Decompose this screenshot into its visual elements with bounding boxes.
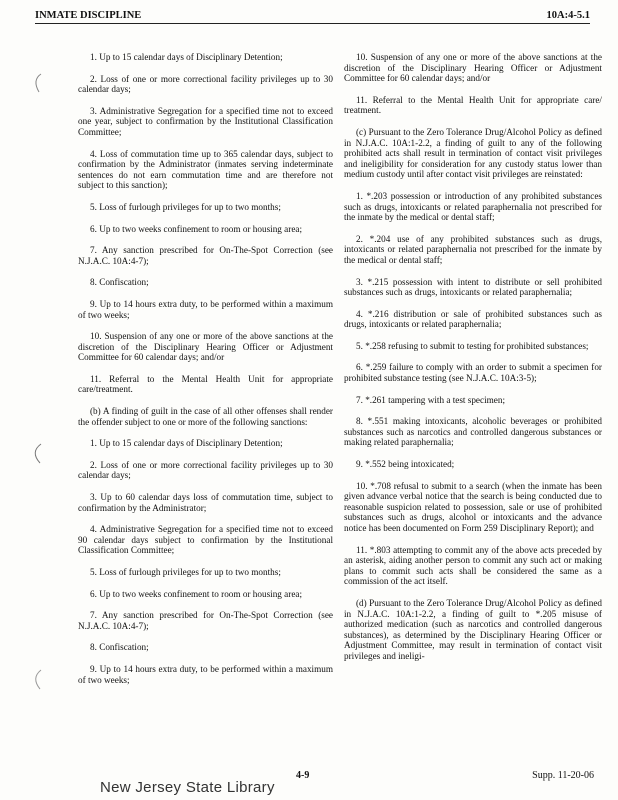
paragraph: 1. Up to 15 calendar days of Disciplinary Detention; [90,438,283,449]
paragraph: 4. Administrative Segregation for a specified time not to exceed 90 calendar days subject to confirmation by the Institutional Classification Committee; [78,524,333,556]
paragraph: 9. *.552 being intoxicated; [356,459,455,470]
paragraph: 7. *.261 tampering with a test specimen; [356,394,506,405]
paragraph: 1. *.203 possession or introduction of any prohibited substances such as drugs, intoxicants or related paraphernalia not prescribed for the inmate by the medical or dental staff; [344,190,602,223]
paragraph: 3. Administrative Segregation for a specified time not to exceed one year, subject to confirmation by the Institutional Classification Committee; [78,105,333,137]
paragraph: 10. *.708 refusal to submit to a search (when the inmate has been given advance verbal notice that the search is being conducted due to reasonable suspicion related to possession, sale or use of prohibited substances such as drugs, alcohol or intoxicants and the advance notice has been documented on Form 259 Disciplinary Report); and [344,480,602,533]
paragraph: 6. *.259 failure to comply with an order to submit a specimen for prohibited substance testing (see N.J.A.C. 10A:3-5); [344,362,602,384]
page-number: 4-9 [296,770,310,781]
paragraph: (b) A finding of guilt in the case of all other offenses shall render the offender subject to one or more of the following sanctions: [78,406,333,427]
header-title: INMATE DISCIPLINE [35,10,142,21]
paragraph: 8. Confiscation; [90,277,149,288]
paragraph: 11. Referral to the Mental Health Unit for appropriate care/ treatment. [344,94,602,116]
punch-hole-mark-top [26,70,46,96]
paragraph: 5. Loss of furlough privileges for up to two months; [90,201,281,212]
paragraph: 6. Up to two weeks confinement to room or housing area; [90,588,303,599]
paragraph: 8. Confiscation; [90,642,149,653]
punch-hole-mark-bottom [26,666,46,692]
paragraph: 3. *.215 possession with intent to distribute or sell prohibited substances such as drugs, intoxicants or related paraphernalia; [344,276,602,298]
paragraph: 8. *.551 making intoxicants, alcoholic beverages or prohibited substances such as narcotics and controlled dangerous substances or making related paraphernalia; [344,416,602,448]
paragraph: 4. Loss of commutation time up to 365 calendar days, subject to confirmation by the Administrator (inmates serving indeterminate sentences do not earn commutation time and are therefore not subject to this sanction); [78,148,333,191]
paragraph: 5. Loss of furlough privileges for up to two months; [90,567,281,577]
library-watermark: New Jersey State Library [100,779,275,796]
paragraph: 9. Up to 14 hours extra duty, to be performed within a maximum of two weeks; [78,663,333,685]
paragraph: 10. Suspension of any one or more of the above sanctions at the discretion of the Disciplinary Hearing Officer or Adjustment Committee for 60 calendar days; and/or [344,52,602,84]
punch-hole-mark-middle [26,440,46,466]
paragraph: 4. *.216 distribution or sale of prohibited substances such as drugs, intoxicants or related paraphernalia; [344,308,602,330]
paragraph: 11. Referral to the Mental Health Unit for appropriate care/treatment. [78,373,333,395]
supplement-date: Supp. 11-20-06 [532,770,594,781]
running-header [35,10,590,24]
paragraph: (d) Pursuant to the Zero Tolerance Drug/Alcohol Policy as defined in N.J.A.C. 10A:1-2.2, a finding of guilt to *.205 misuse of authorized medication (such as narcotics and controlled dangerous substances), as determined by the Disciplinary Hearing Officer or Adjustment Committee, may result in termination of contact visit privileges and ineligi- [344,597,602,661]
paragraph: 11. *.803 attempting to commit any of the above acts preceded by an asterisk, aiding another person to commit any such act or making plans to commit such acts shall be considered the same as a commission of the act itself. [344,544,602,587]
paragraph: 1. Up to 15 calendar days of Disciplinary Detention; [90,52,283,62]
paragraph: 7. Any sanction prescribed for On-The-Spot Correction (see N.J.A.C. 10A:4-7); [78,610,333,631]
right-column [344,52,602,662]
paragraph: 2. Loss of one or more correctional facility privileges up to 30 calendar days; [78,73,333,95]
paragraph: 2. *.204 use of any prohibited substances such as drugs, intoxicants or related paraphernalia not prescribed for the inmate by the medical or dental staff; [344,233,602,265]
paragraph: 10. Suspension of any one or more of the above sanctions at the discretion of the Disciplinary Hearing Officer or Adjustment Committee for 60 calendar days; and/or [78,331,333,363]
paragraph: 2. Loss of one or more correctional facility privileges up to 30 calendar days; [78,459,333,481]
paragraph: 9. Up to 14 hours extra duty, to be performed within a maximum of two weeks; [78,298,333,320]
paragraph: 6. Up to two weeks confinement to room or housing area; [90,223,303,234]
paragraph: (c) Pursuant to the Zero Tolerance Drug/Alcohol Policy as defined in N.J.A.C. 10A:1-2.2, a finding of guilt to any of the following prohibited acts shall result in termination of contact visit privileges and ineligibility for consideration for any custody status lower than medium custody until after contact visit privileges are reinstated: [344,126,602,180]
paragraph: 7. Any sanction prescribed for On-The-Spot Correction (see N.J.A.C. 10A:4-7); [78,245,333,266]
paragraph: 3. Up to 60 calendar days loss of commutation time, subject to confirmation by the Administrator; [78,492,333,513]
paragraph: 5. *.258 refusing to submit to testing for prohibited substances; [356,340,589,351]
header-section: 10A:4-5.1 [546,10,590,21]
left-column [78,52,333,685]
